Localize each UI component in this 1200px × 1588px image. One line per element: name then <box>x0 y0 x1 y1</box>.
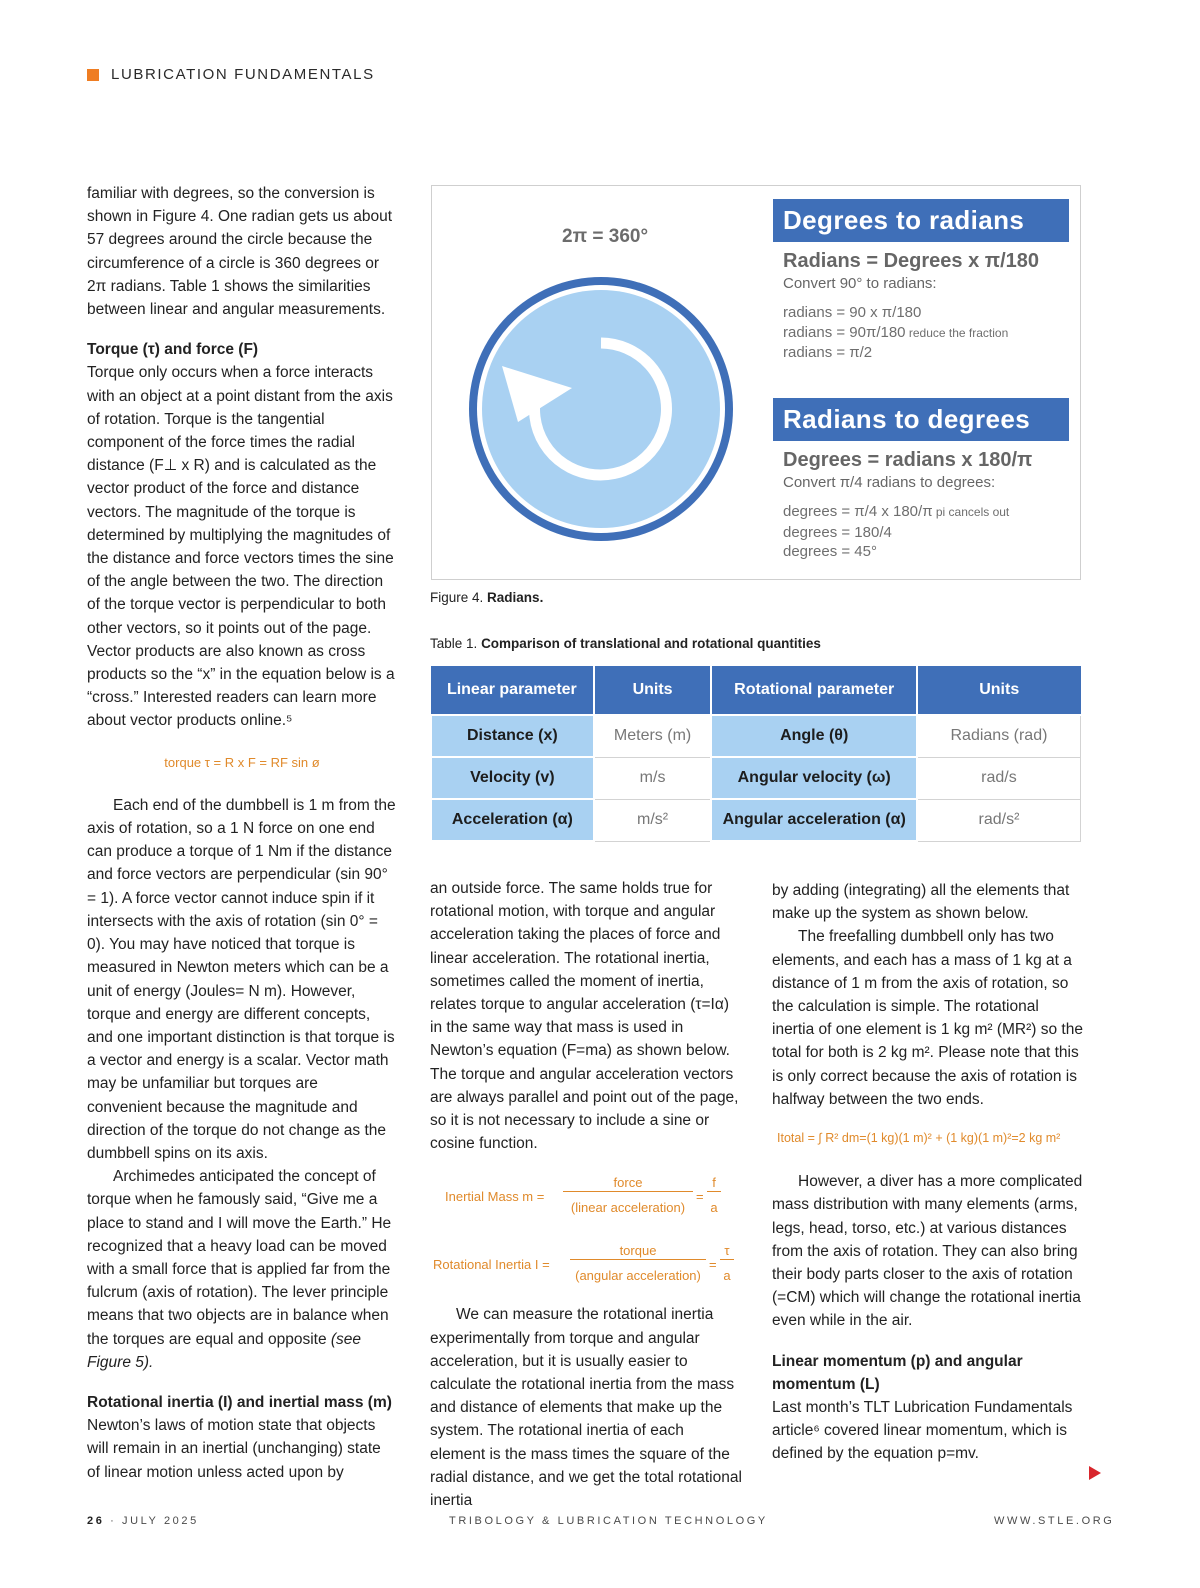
paragraph: Each end of the dumbbell is 1 m from the axis of rotation, so a 1 N force on one end can produce a torque of 1 Nm if the distance and force vectors are perpendicular (sin 90° = 1). A force vector cannot induce spin if it intersects with the axis of rotation (sin 0° = 0). You may have noticed that torque is measured in Newton meters which can be a unit of energy (Joules= N m). However, torque and energy are different concepts, and one important distinction is that torque is a vector and energy is a scalar. Vector math may be unfamiliar but torques are convenient because the magnitude and direction of the torque do not change as the dumbbell spins on its axis. <box>87 796 396 1162</box>
column-header: Linear parameter <box>431 666 594 715</box>
table-cell: Radians (rad) <box>917 715 1081 757</box>
paragraph: by adding (integrating) all the elements that make up the system as shown below. <box>772 882 1070 923</box>
equation-numerator: torque <box>619 1243 657 1259</box>
step <box>783 323 1008 344</box>
d2r-formula: Radians = Degrees x π/180 <box>783 250 1040 272</box>
paragraph: Last month’s TLT Lubrication Fundamentals article⁶ covered linear momentum, which is defined by the equation p=mv. <box>772 1399 1073 1463</box>
fraction-bar <box>720 1259 734 1260</box>
subheading-inertia: Rotational inertia (I) and inertial mass (m) <box>87 1393 392 1411</box>
paragraph: Newton’s laws of motion state that objects will remain in an inertial (unchanging) state of linear motion unless acted upon by <box>87 1417 381 1481</box>
table-row <box>431 757 1081 799</box>
paragraph: Torque only occurs when a force interacts with an object at a point distant from the axis of rotation. Torque is the tangential component of the force times the radial distance (F⊥ x R) and is calculated as the vector product of the force and distance vectors. The magnitude of the torque is determined by multiplying the magnitudes of the distance and force vectors times the sine of the angle between the two. The direction of the torque vector is perpendicular to both other vectors, so it points out of the page. Vector products are also known as cross products so the “x” in the equation below is a “cross.” Interested readers can learn more about vector products online.⁵ <box>87 364 395 730</box>
equation-inertial-mass <box>430 1167 742 1229</box>
equation-total-inertia: Itotal = ∫ R² dm=(1 kg)(1 m)² + (1 kg)(1 m)²=2 kg m² <box>777 1131 1061 1146</box>
step <box>783 502 1009 523</box>
equation-numerator: f <box>712 1175 716 1191</box>
step-text: degrees = π/4 x 180/π <box>783 503 933 520</box>
equation-rotational-inertia <box>430 1235 742 1297</box>
step-text: radians = 90π/180 <box>783 323 906 341</box>
paragraph: We can measure the rotational inertia experimentally from torque and angular acceleration, but it is usually easier to calculate the rotational inertia from the mass and distance of elements that make up the system. The rotational inertia of each element is the mass times the square of the radial distance, and we get the total rotational inertia <box>430 1306 742 1510</box>
column-header: Units <box>594 666 712 715</box>
caption-prefix: Table 1. <box>430 636 478 651</box>
r2d-steps <box>783 502 1009 562</box>
figure-4 <box>431 185 1081 580</box>
subheading-momentum: Linear momentum (p) and angular momentum (L) <box>772 1352 1023 1393</box>
step-note: pi cancels out <box>932 505 1010 519</box>
paragraph <box>87 1165 397 1374</box>
page-number: 26 <box>87 1515 105 1527</box>
radian-circle-svg <box>462 270 740 548</box>
comparison-table <box>430 666 1081 842</box>
table-cell: rad/s <box>917 757 1081 799</box>
table-1-caption <box>430 636 821 651</box>
column-2 <box>430 877 742 1512</box>
table-header-row <box>431 666 1081 715</box>
step-note: reduce the fraction <box>905 325 1009 340</box>
fraction-bar <box>570 1259 706 1260</box>
r2d-subtitle: Convert π/4 radians to degrees: <box>783 474 996 491</box>
paragraph: However, a diver has a more complicated mass distribution with many elements (arms, legs, head, torso, etc.) at various distances from the axis of rotation. They can also bring their body parts closer to the axis of rotation (=CM) which will change the rotational inertia even while in the air. <box>772 1173 1083 1330</box>
paragraph: The freefalling dumbbell only has two elements, and each has a mass of 1 kg at a distance of 1 m from the axis of rotation, so the calculation is simple. The rotational inertia of one element is 1 kg m² (MR²) so the total for both is 2 kg m². Please note that this is only correct because the axis of rotation is halfway between the two ends. <box>772 928 1083 1108</box>
d2r-subtitle: Convert 90° to radians: <box>783 275 937 292</box>
step: degrees = 45° <box>783 543 877 560</box>
d2r-title: Degrees to radians <box>773 199 1069 242</box>
paragraph: an outside force. The same holds true for rotational motion, with torque and angular acceleration taking the places of force and linear acceleration. The rotational inertia, sometimes called the moment of inertia, relates torque to angular acceleration (τ=Iα) in the same way that mass is used in Newton’s equation (F=ma) as shown below. The torque and angular acceleration vectors are always parallel and point out of the page, so it is not necessary to include a sine or cosine function. <box>430 880 739 1153</box>
fraction-bar <box>707 1191 721 1192</box>
column-header: Rotational parameter <box>711 666 917 715</box>
magazine-name: TRIBOLOGY & LUBRICATION TECHNOLOGY <box>449 1515 768 1527</box>
column-3 <box>772 879 1084 1466</box>
section-label: LUBRICATION FUNDAMENTALS <box>111 66 375 83</box>
d2r-steps <box>783 303 1008 363</box>
caption-prefix: Figure 4. <box>430 590 484 605</box>
table-row <box>431 715 1081 757</box>
radian-circle-diagram <box>462 270 740 548</box>
website-link[interactable]: WWW.STLE.ORG <box>994 1515 1115 1527</box>
equation-torque: torque τ = R x F = RF sin ø <box>164 754 320 770</box>
table-cell: m/s <box>594 757 712 799</box>
table-cell: Angular velocity (ω) <box>711 757 917 799</box>
table-cell: rad/s² <box>917 799 1081 841</box>
figure-4-caption <box>430 590 543 605</box>
paragraph: familiar with degrees, so the conversion is shown in Figure 4. One radian gets us about 57 degrees around the circle because the circumference of a circle is 360 degrees or 2π radians. Table 1 shows the similarities between linear and angular measurements. <box>87 185 393 319</box>
table-cell: Velocity (v) <box>431 757 594 799</box>
equation-numerator: force <box>613 1175 643 1191</box>
table-cell: Angular acceleration (α) <box>711 799 917 841</box>
equation-equals: = <box>696 1189 704 1205</box>
equation-label: Rotational Inertia I = <box>433 1257 550 1273</box>
section-header <box>87 66 375 83</box>
paragraph-text: Archimedes anticipated the concept of torque when he famously said, “Give me a place to stand and I will move the Earth.” He recognized that a heavy load can be moved with a small force that is applied far from the fulcrum (axis of rotation). The lever principle means that two objects are in balance when the torques are equal and opposite <box>87 1168 392 1348</box>
r2d-title: Radians to degrees <box>773 398 1069 441</box>
equation-denominator: a <box>710 1200 718 1216</box>
equation-label: Inertial Mass m = <box>445 1189 545 1205</box>
equation-numerator: τ <box>724 1243 730 1259</box>
column-header: Units <box>917 666 1081 715</box>
step: degrees = 180/4 <box>783 523 892 541</box>
subheading-torque: Torque (τ) and force (F) <box>87 341 259 359</box>
table-cell: m/s² <box>594 799 712 841</box>
circle-label: 2π = 360° <box>562 226 649 247</box>
table-cell: Distance (x) <box>431 715 594 757</box>
issue-date: JULY 2025 <box>122 1515 199 1527</box>
caption-title: Comparison of translational and rotational quantities <box>481 636 821 651</box>
table-cell: Acceleration (α) <box>431 799 594 841</box>
r2d-formula: Degrees = radians x 180/π <box>783 449 1033 471</box>
equation-denominator: (linear acceleration) <box>570 1200 686 1216</box>
figure-reference-link[interactable]: (see Figure 5). <box>87 1330 362 1371</box>
table-cell: Angle (θ) <box>711 715 917 757</box>
step: radians = π/2 <box>783 344 873 361</box>
equation-denominator: a <box>723 1268 731 1284</box>
continued-arrow-icon[interactable] <box>1089 1466 1101 1480</box>
footer-separator: · <box>110 1515 117 1527</box>
equation-denominator: (angular acceleration) <box>575 1268 701 1284</box>
table-row <box>431 799 1081 841</box>
section-square-icon <box>87 69 99 81</box>
caption-title: Radians. <box>487 590 544 605</box>
step: radians = 90 x π/180 <box>783 304 922 321</box>
fraction-bar <box>563 1191 693 1192</box>
column-1 <box>87 182 397 1484</box>
equation-equals: = <box>709 1257 717 1273</box>
footer-page-info <box>87 1515 199 1527</box>
table-cell: Meters (m) <box>594 715 712 757</box>
